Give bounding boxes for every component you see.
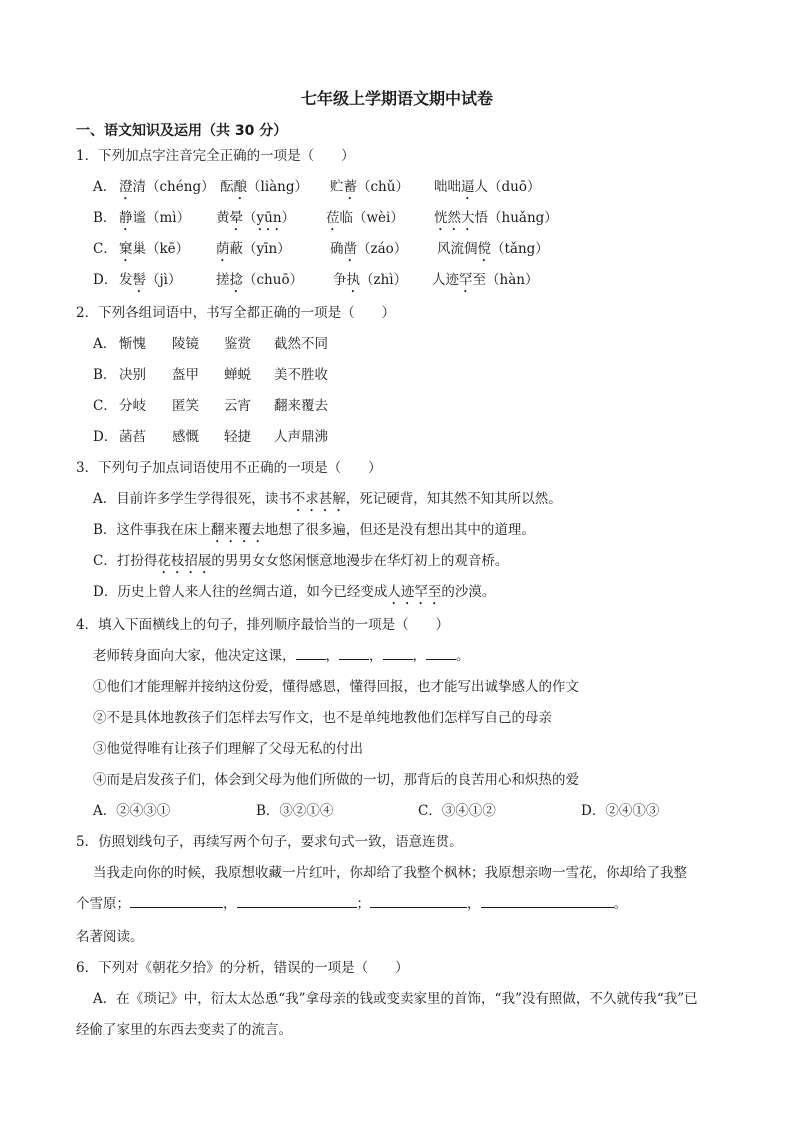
q3-option-d: D．历史上曾人来人往的丝绸古道，如今已经变成人迹罕至的沙漠。 <box>93 584 496 600</box>
q1-c-word-1: 窠巢（kē） <box>119 241 190 257</box>
q2-option-d: D． 菡萏 感慨 轻捷 人声鼎沸 <box>93 429 328 445</box>
q1-b-word-2: 黄晕（yūn） <box>216 210 296 226</box>
q1-d-word-4: 人迹罕至（hàn） <box>432 272 539 288</box>
q1-a-word-4: 咄咄逼人（duō） <box>434 179 541 195</box>
q4-option-a: A．②④③① <box>93 803 171 819</box>
q4-blank-4[interactable] <box>426 646 456 660</box>
q1-a-word-1: 澄清（chéng） <box>119 179 215 195</box>
q4-sentence-1: ①他们才能理解并接纳这份爱，懂得感恩，懂得回报，也才能写出诚挚感人的作文 <box>93 679 579 695</box>
q4-blank-2[interactable] <box>339 646 369 660</box>
question-6-stem: 6．下列对《朝花夕拾》的分析，错误的一项是（ ） <box>76 960 409 976</box>
q1-a-word-2: 酝酿（liàng） <box>220 179 309 195</box>
q1-d-word-2: 搓捻（chuō） <box>216 272 304 288</box>
question-4-stem: 4．填入下面横线上的句子，排列顺序最恰当的一项是（ ） <box>76 617 450 633</box>
reading-heading: 名著阅读。 <box>76 929 144 945</box>
q5-blank-2[interactable] <box>237 894 357 908</box>
q4-option-c: C．③④①② <box>418 803 496 819</box>
q4-option-b: B．③②①④ <box>256 803 334 819</box>
q1-b-word-4: 恍然大悟（huǎng） <box>434 210 558 226</box>
q5-passage-line-2: 个雪原； ， ； ， 。 <box>76 896 627 912</box>
q1-option-b: B． 静谧（mì） 黄晕（yūn） 莅临（wèi） 恍然大悟（huǎng） <box>93 208 713 228</box>
q5-blank-3[interactable] <box>370 894 467 908</box>
q6-option-a-line-2: 经偷了家里的东西去变卖了的流言。 <box>76 1022 292 1038</box>
q1-b-word-1: 静谧（mì） <box>119 210 191 226</box>
page-title: 七年级上学期语文期中试卷 <box>300 89 493 108</box>
q4-sentence-2: ②不是具体地教孩子们怎样去写作文，也不是单纯地教他们怎样写自己的母亲 <box>93 710 552 726</box>
question-2-stem: 2．下列各组词语中，书写全都正确的一项是（ ） <box>76 305 396 321</box>
question-1-stem: 1．下列加点字注音完全正确的一项是（ ） <box>76 148 355 164</box>
q1-d-word-3: 争执（zhì） <box>333 272 408 288</box>
q4-options <box>93 801 713 821</box>
question-5-stem: 5．仿照划线句子，再续写两个句子，要求句式一致，语意连贯。 <box>76 834 463 850</box>
q1-option-a: A． 澄清（chéng） 酝酿（liàng） 贮蓄（chǔ） 咄咄逼人（duō） <box>93 177 713 197</box>
q1-option-d: D． 发髻（jì） 搓捻（chuō） 争执（zhì） 人迹罕至（hàn） <box>93 270 713 290</box>
q4-blank-3[interactable] <box>383 646 413 660</box>
section-heading: 一、语文知识及运用（共 30 分） <box>76 123 288 139</box>
q1-c-word-3: 确凿（záo） <box>330 241 408 257</box>
q4-sentence-4: ④而是启发孩子们，体会到父母为他们所做的一切，那背后的良苦用心和炽热的爱 <box>93 772 579 788</box>
q5-blank-1[interactable] <box>130 894 223 908</box>
q1-option-c: C． 窠巢（kē） 荫蔽（yīn） 确凿（záo） 风流倜傥（tǎng） <box>93 239 713 259</box>
q4-sentence-3: ③他觉得唯有让孩子们理解了父母无私的付出 <box>93 741 363 757</box>
q5-blank-4[interactable] <box>481 894 614 908</box>
q1-c-word-2: 荫蔽（yīn） <box>216 241 291 257</box>
q1-c-word-4: 风流倜傥（tǎng） <box>437 241 549 257</box>
q4-blank-1[interactable] <box>296 646 326 660</box>
q1-a-word-3: 贮蓄（chǔ） <box>330 179 409 195</box>
q3-option-c: C．打扮得花枝招展的男男女女悠闲惬意地漫步在华灯初上的观音桥。 <box>93 553 509 569</box>
q1-b-word-3: 莅临（wèi） <box>326 210 404 226</box>
question-3-stem: 3．下列句子加点词语使用不正确的一项是（ ） <box>76 460 382 476</box>
q4-option-d: D．②④①③ <box>581 803 660 819</box>
q2-option-b: B． 决别 盔甲 蝉蜕 美不胜收 <box>93 367 328 383</box>
q4-lead-sentence: 老师转身面向大家，他决定这课， ， ， ， 。 <box>93 648 470 664</box>
q1-d-word-1: 发髻（jì） <box>119 272 182 288</box>
q3-option-b: B．这件事我在床上翻来覆去地想了很多遍，但还是没有想出其中的道理。 <box>93 522 535 538</box>
q5-passage-line-1: 当我走向你的时候，我原想收藏一片红叶，你却给了我整个枫林；我原想亲吻一雪花，你却给了我整 <box>93 865 687 881</box>
q2-option-a: A． 惭愧 陵镜 鉴赏 截然不同 <box>93 336 328 352</box>
q2-option-c: C． 分岐 匿笑 云宵 翻来覆去 <box>93 398 328 414</box>
q3-option-a: A．目前许多学生学得很死，读书不求甚解，死记硬背，知其然不知其所以然。 <box>93 491 562 507</box>
q6-option-a-line-1: A．在《琐记》中，衍太太怂恿“我”拿母亲的钱或变卖家里的首饰，“我”没有照做，不久就传我“我”已 <box>93 991 698 1007</box>
